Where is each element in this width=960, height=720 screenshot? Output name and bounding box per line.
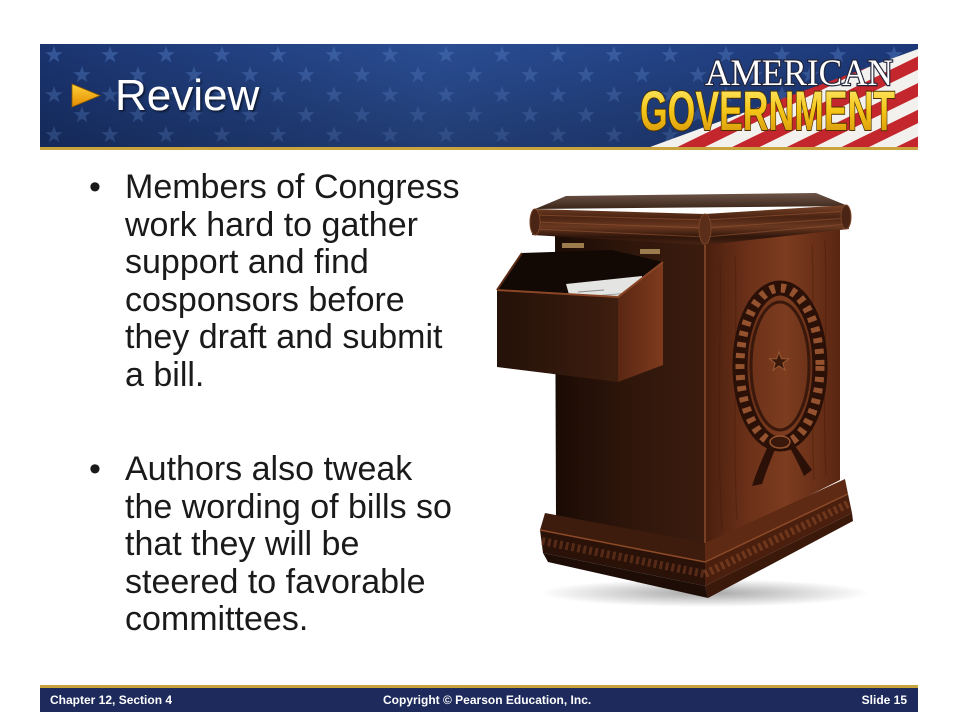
bullet-line: work hard to gather bbox=[125, 205, 418, 244]
slide-footer bbox=[40, 688, 918, 712]
bullet-line: cosponsors before bbox=[125, 280, 405, 319]
bullet-line: Members of Congress bbox=[125, 168, 460, 206]
bullet-line: a bill. bbox=[125, 355, 205, 394]
bullet-line: committees. bbox=[125, 600, 309, 639]
drawer-hinge bbox=[562, 243, 584, 248]
hopper-lid-top bbox=[535, 193, 848, 209]
footer-section: Chapter 12, Section 4 bbox=[50, 693, 173, 707]
logo-government: GOVERNMENT bbox=[640, 79, 895, 142]
logo-american: AMERICAN bbox=[705, 53, 893, 94]
bill-hopper-image bbox=[480, 180, 870, 610]
banner-divider bbox=[40, 147, 918, 150]
bullet-line: support and find bbox=[125, 243, 369, 282]
footer-slide-number: Slide 15 bbox=[861, 693, 907, 707]
bullet-marker: • bbox=[89, 168, 101, 206]
title-banner bbox=[40, 44, 918, 147]
bullet-item bbox=[125, 451, 452, 639]
wreath-bow bbox=[770, 436, 790, 448]
bullet-line: steered to favorable bbox=[125, 562, 426, 601]
footer-copyright: Copyright © Pearson Education, Inc. bbox=[383, 693, 592, 707]
bullet-item bbox=[125, 169, 459, 395]
hopper-drawer bbox=[497, 243, 663, 382]
bullet-line: they draft and submit bbox=[125, 318, 443, 357]
bullet-line: the wording of bills so bbox=[125, 487, 452, 526]
molding-rope-corner bbox=[699, 214, 711, 244]
drawer-hinge bbox=[640, 249, 660, 254]
bullet-line: that they will be bbox=[125, 525, 360, 564]
molding-rope-end bbox=[841, 205, 851, 229]
bullet-marker: • bbox=[89, 450, 101, 488]
page-title: Review bbox=[115, 71, 260, 120]
drawer-front bbox=[497, 290, 618, 382]
bullet-line: Authors also tweak bbox=[125, 450, 413, 488]
molding-rope-end bbox=[530, 209, 540, 235]
